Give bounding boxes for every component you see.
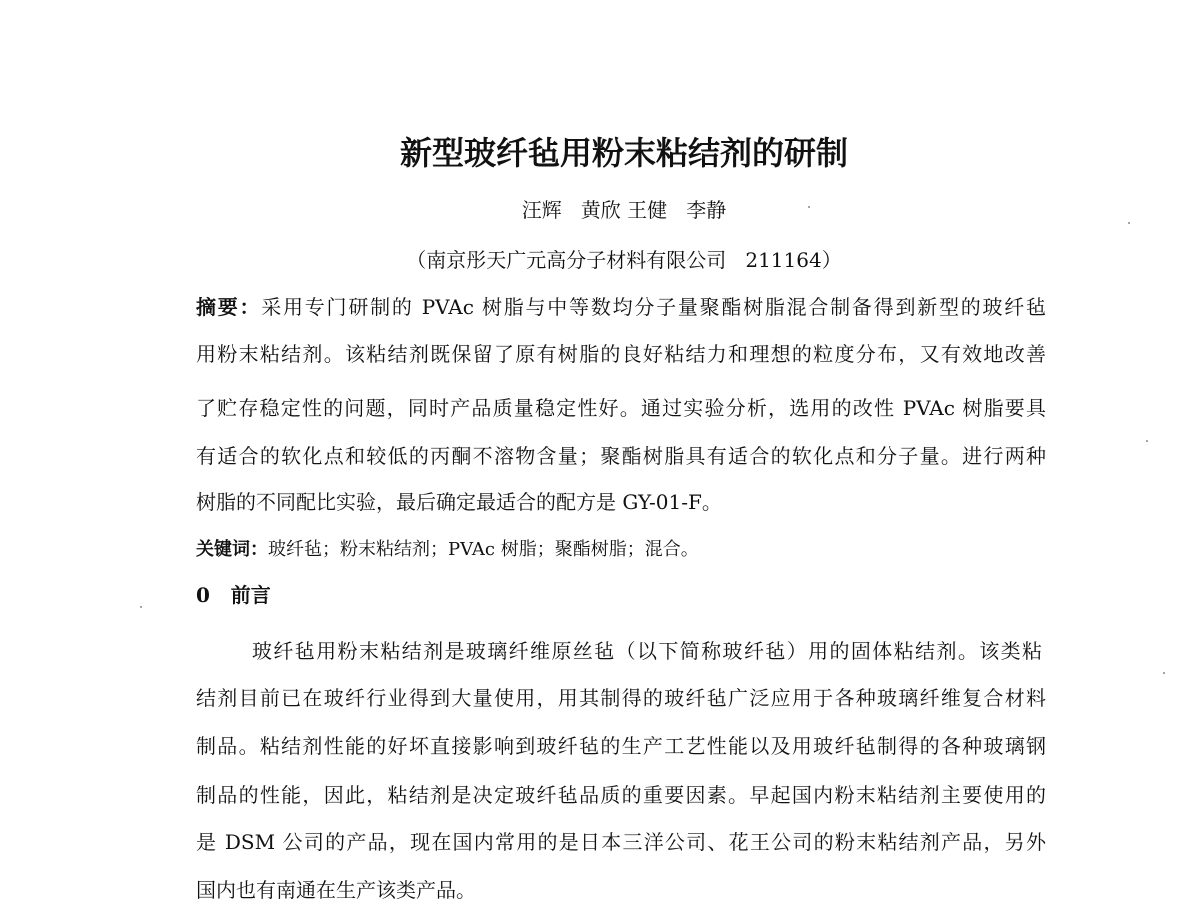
- scan-speck: [1146, 440, 1148, 442]
- body-line: 国内也有南通在生产该类产品。: [196, 878, 476, 902]
- body-line: 结剂目前已在玻纤行业得到大量使用，用其制得的玻纤毡广泛应用于各种玻璃纤维复合材料: [196, 686, 1046, 710]
- abstract-line: [196, 291, 1046, 320]
- section-heading: 0 前言: [196, 583, 271, 607]
- abstract-line: 用粉末粘结剂。该粘结剂既保留了原有树脂的良好粘结力和理想的粒度分布，又有效地改善: [196, 342, 1046, 366]
- author-list: 汪辉 黄欣 王健 李静: [521, 198, 727, 222]
- scan-speck: [1163, 672, 1165, 674]
- scan-speck: [808, 206, 810, 208]
- body-line: 制品的性能，因此，粘结剂是决定玻纤毡品质的重要因素。早起国内粉末粘结剂主要使用的: [196, 783, 1046, 807]
- abstract-text: 采用专门研制的 PVAc 树脂与中等数均分子量聚酯树脂混合制备得到新型的玻纤毡: [261, 295, 1046, 319]
- keywords: [196, 535, 699, 561]
- scan-speck: [140, 606, 142, 608]
- abstract-line: 了贮存稳定性的问题，同时产品质量稳定性好。通过实验分析，选用的改性 PVAc 树脂要具: [196, 396, 1046, 420]
- abstract-label: 摘要：: [196, 295, 262, 319]
- body-line: 是 DSM 公司的产品，现在国内常用的是日本三洋公司、花王公司的粉末粘结剂产品，另外: [196, 830, 1046, 854]
- body-line: 玻纤毡用粉末粘结剂是玻璃纤维原丝毡（以下简称玻纤毡）用的固体粘结剂。该类粘: [252, 639, 1042, 663]
- paper-title: 新型玻纤毡用粉末粘结剂的研制: [399, 134, 848, 172]
- body-line: 制品。粘结剂性能的好坏直接影响到玻纤毡的生产工艺性能以及用玻纤毡制得的各种玻璃钢: [196, 734, 1046, 758]
- abstract-line: 树脂的不同配比实验，最后确定最适合的配方是 GY-01-F。: [196, 490, 722, 514]
- keywords-text: 玻纤毡；粉末粘结剂；PVAc 树脂；聚酯树脂；混合。: [268, 539, 699, 560]
- abstract-line: 有适合的软化点和较低的丙酮不溶物含量；聚酯树脂具有适合的软化点和分子量。进行两种: [196, 444, 1046, 468]
- affiliation: （南京彤天广元高分子材料有限公司 211164）: [406, 248, 842, 272]
- scan-speck: [1128, 222, 1130, 224]
- keywords-label: 关键词：: [196, 539, 268, 560]
